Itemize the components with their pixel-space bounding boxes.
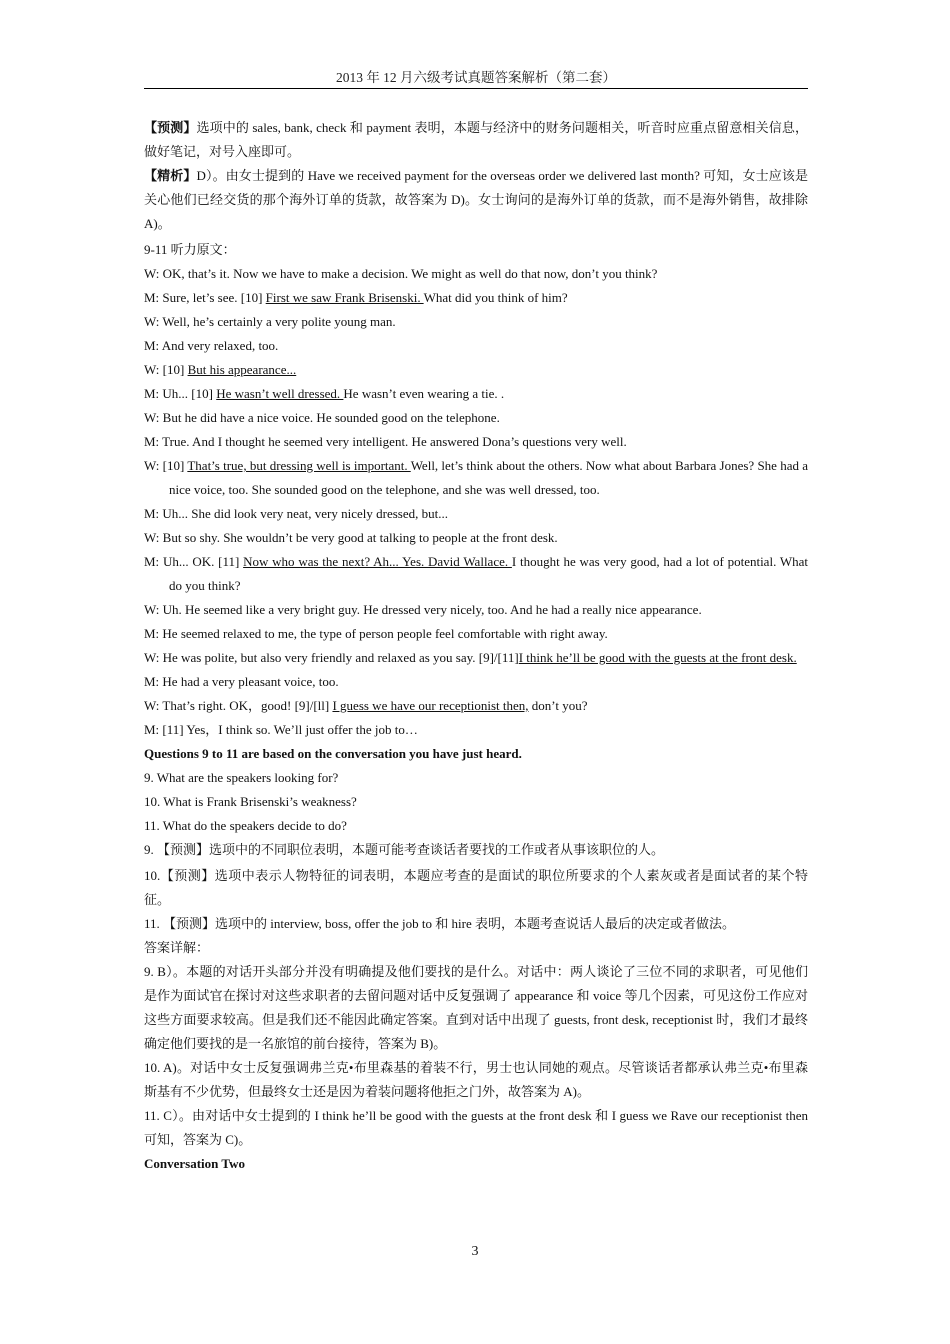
dialogue-line: W: But so shy. She wouldn’t be very good at talking to people at the front desk. xyxy=(144,530,558,545)
prediction-9: 9. 【预测】选项中的不同职位表明，本题可能考查谈话者要找的工作或者从事该职位的人。 xyxy=(144,842,665,857)
dialogue-line: W: Well, he’s certainly a very polite young man. xyxy=(144,314,396,329)
dialogue-line: M: He seemed relaxed to me, the type of person people feel comfortable with right away. xyxy=(144,626,608,641)
answer-10: 10. A)。对话中女士反复强调弗兰克•布里森基的着装不行，男士也认同她的观点。尽管谈话者都承认弗兰克•布里森斯基有不少优势，但最终女士还是因为着装问题将他拒之门外，故答案为 A)。 xyxy=(144,1060,808,1099)
analysis-8: 【精析】D）。由女士提到的 Have we received payment for the overseas order we delivered last month? 可知，女士应该是关心他们已经交货的那个海外订单的货款，故答案为 D)。女士询问的是海外订单的货款，而不是海外销售，故排除 A)。 xyxy=(144,168,808,231)
dialogue-line: M: Uh... OK. [11] Now who was the next? Ah... Yes. David Wallace. I thought he was very good, had a lot of potential. What do you think? xyxy=(144,554,809,593)
answer-9: 9. B）。本题的对话开头部分并没有明确提及他们要找的是什么。对话中：两人谈论了三位不同的求职者，可见他们是作为面试官在探讨对这些求职者的去留问题对话中反复强调了 appearance 和 voice 等几个因素，可见这份工作应对这些方面要求较高。但是我们还不能因此确定答案。直到对话中出现了 guests, front desk, receptionist 时，我们才最终确定他们要找的是一名旅馆的前台接待，答案为 B)。 xyxy=(144,964,808,1051)
dialogue-line: W: That’s right. OK，good! [9]/[ll] I guess we have our receptionist then, don’t you? xyxy=(144,698,588,713)
question-11: 11. What do the speakers decide to do? xyxy=(144,818,347,833)
conversation-two-heading: Conversation Two xyxy=(144,1156,245,1171)
prediction-10: 10.【预测】选项中表示人物特征的词表明，本题应考查的是面试的职位所要求的个人素灰或者是面试者的某个特征。 xyxy=(144,868,808,907)
answer-11: 11. C）。由对话中女士提到的 I think he’ll be good with the guests at the front desk 和 I guess we Rave our receptionist then 可知，答案为 C)。 xyxy=(144,1108,808,1147)
dialogue-line: W: [10] But his appearance... xyxy=(144,362,297,377)
dialogue-line: M: He had a very pleasant voice, too. xyxy=(144,674,339,689)
page-number: 3 xyxy=(471,1244,479,1259)
script-title: 9-11 听力原文： xyxy=(144,242,236,257)
answer-details-title: 答案详解： xyxy=(144,940,210,955)
page-header: 2013 年 12 月六级考试真题答案解析（第二套） xyxy=(335,70,617,85)
dialogue-line: W: Uh. He seemed like a very bright guy. He dressed very nicely, too. And he had a really nice appearance. xyxy=(144,602,702,617)
questions-header: Questions 9 to 11 are based on the conversation you have just heard. xyxy=(144,746,522,761)
dialogue-line: M: Uh... [10] He wasn’t well dressed. He wasn’t even wearing a tie. . xyxy=(144,386,505,401)
dialogue-line: M: And very relaxed, too. xyxy=(144,338,279,353)
dialogue-line: M: Uh... She did look very neat, very nicely dressed, but... xyxy=(144,506,448,521)
dialogue-line: M: Sure, let’s see. [10] First we saw Frank Brisenski. What did you think of him? xyxy=(144,290,568,305)
header-rule xyxy=(144,88,808,89)
question-9: 9. What are the speakers looking for? xyxy=(144,770,339,785)
prediction-8: 【预测】选项中的 sales, bank, check 和 payment 表明，本题与经济中的财务问题相关，听音时应重点留意相关信息，做好笔记，对号入座即可。 xyxy=(144,120,808,159)
dialogue-line: W: [10] That’s true, but dressing well is important. Well, let’s think about the others. Now what about Barbara Jones? She had a nice voice, too. She sounded good on the telephone, and she was well dressed, too. xyxy=(144,458,809,497)
dialogue-line: W: He was polite, but also very friendly and relaxed as you say. [9]/[11]I think he’ll be good with the guests at the front desk. xyxy=(144,650,797,665)
prediction-11: 11. 【预测】选项中的 interview, boss, offer the job to 和 hire 表明，本题考查说话人最后的决定或者做法。 xyxy=(144,916,735,931)
dialogue-line: M: True. And I thought he seemed very intelligent. He answered Dona’s questions very well. xyxy=(144,434,627,449)
dialogue-line: W: OK, that’s it. Now we have to make a decision. We might as well do that now, don’t you think? xyxy=(144,266,658,281)
dialogue-line: W: But he did have a nice voice. He sounded good on the telephone. xyxy=(144,410,500,425)
dialogue-line: M: [11] Yes，I think so. We’ll just offer the job to… xyxy=(144,722,418,737)
page-body xyxy=(144,116,808,1176)
question-10: 10. What is Frank Brisenski’s weakness? xyxy=(144,794,357,809)
